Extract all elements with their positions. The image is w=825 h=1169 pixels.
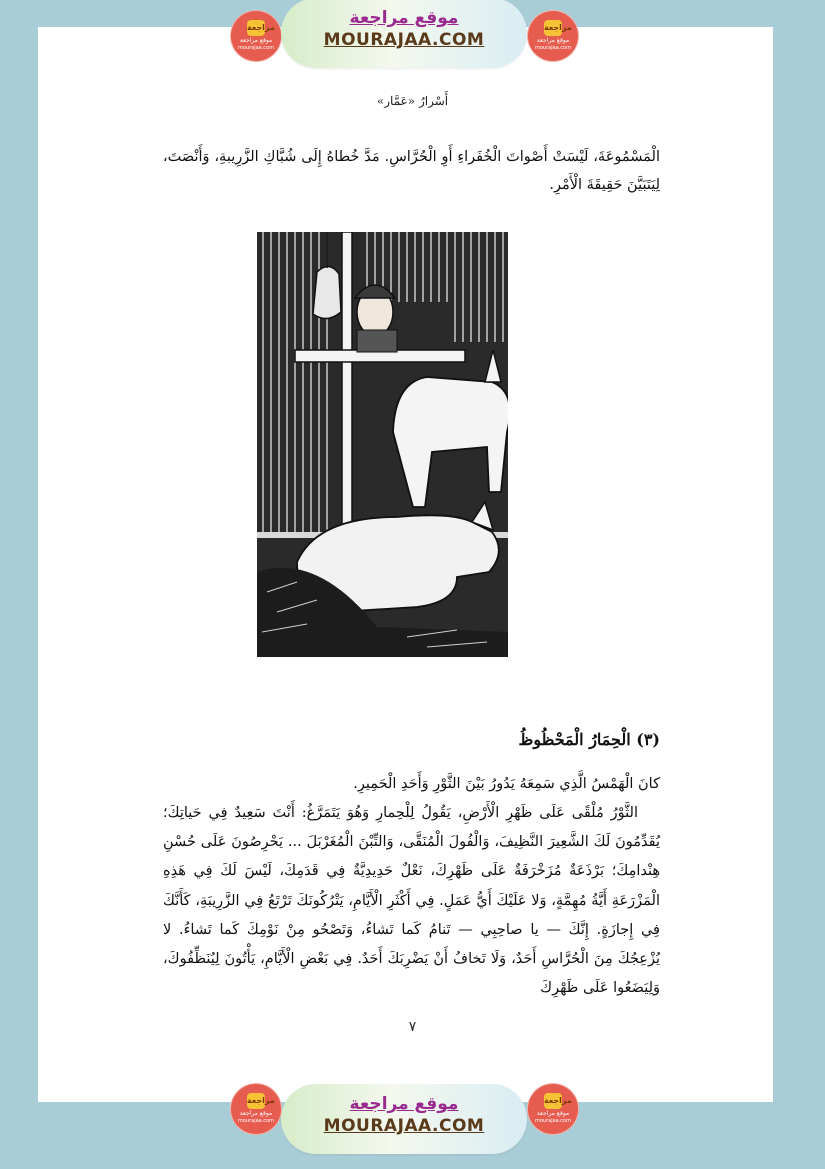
intro-paragraph: الْمَسْمُوعَةَ، لَيْسَتْ أَصْواتَ الْخُفَراءِ أَوِ الْحُرَّاسِ. مَدَّ خُطاهُ إِلَى شُبَّاكِ الزَّرِيبةِ، وَأَنْصَتَ، لِيَتَبَيَّنَ حَقِيقَةَ الْأَمْرِ.: [163, 149, 660, 193]
page-number: ٧: [408, 1019, 417, 1035]
logo-caption: موقع مراجعة: [536, 1110, 570, 1117]
logo-caption: موقع مراجعة: [239, 1110, 273, 1117]
logo-caption: موقع مراجعة: [536, 37, 570, 44]
site-logo-top-left[interactable]: [231, 11, 281, 61]
logo-badge: مراجعة: [544, 20, 562, 36]
site-logo-bottom-right[interactable]: [528, 1084, 578, 1134]
body-paragraph-2: الثَّوْرُ مُلْقًى عَلَى ظَهْرِ الْأَرْضِ، يَقُولُ لِلْحِمارِ وَهُوَ يَتَمَرَّغُ: أَنْتَ سَعِيدٌ فِي حَياتِكَ؛ يُقَدِّمُونَ لَكَ الشَّعِيرَ النَّظِيفَ، وَالْفُولَ الْمُنَقَّى، وَالتِّبْنَ الْمُغَرْبَلَ ... يَحْرِصُونَ عَلَى حُسْنِ هِنْدامِكَ؛ بَرْذَعَةٌ مُزَخْرَفَةٌ عَلَى ظَهْرِكَ، نَعْلٌ حَدِيدِيَّةٌ فِي قَدَمِكَ، لَيْسَ لَكَ فِي هَذِهِ الْمَزْرَعَةِ أَيَّةُ مُهِمَّةٍ، وَلا عَلَيْكَ أَيُّ عَمَلٍ. فِي أَكْثَرِ الْأَيَّامِ، يَتْرُكُونَكَ تَرْتَعُ فِي الزَّرِيبَةِ، كَأَنَّكَ فِي إِجازَةٍ. إِنَّكَ — يا صاحِبِي — تَنامُ كَما تَشاءُ، وَتَصْحُو مِنْ نَوْمِكَ كَما تَشاءُ. لا يُزْعِجُكَ مِنَ الْحُرَّاسِ أَحَدٌ، وَلَا تَخافُ أَنْ يَضْرِبَكَ أَحَدٌ. فِي بَعْضِ الْأَيَّامِ، يَأْتُونَ لِيُنَظِّفُوكَ، وَلِيَضَعُوا عَلَى ظَهْرِكَ: [163, 805, 660, 997]
banner-latin-link[interactable]: MOURAJAA.COM: [323, 1116, 485, 1136]
page-header: أَسْرارُ «عَمَّار»: [376, 94, 449, 108]
logo-badge: مراجعة: [544, 1093, 562, 1109]
section-title: (٣) الْحِمَارُ الْمَحْظُوظُ: [518, 730, 660, 749]
logo-badge: مراجعة: [247, 1093, 265, 1109]
site-logo-bottom-left[interactable]: [231, 1084, 281, 1134]
illustration-donkey-ox-stable: [257, 232, 508, 657]
body-paragraph-1: كانَ الْهَمْسُ الَّذِي سَمِعَهُ يَدُورُ بَيْنَ الثَّوْرِ وَأَحَدِ الْحَمِيرِ.: [353, 776, 660, 792]
banner-latin-link[interactable]: MOURAJAA.COM: [323, 30, 485, 50]
site-banner-top[interactable]: [281, 0, 527, 68]
logo-url: mourajaa.com: [534, 45, 571, 51]
logo-url: mourajaa.com: [237, 45, 274, 51]
logo-url: mourajaa.com: [237, 1118, 274, 1124]
banner-arabic-link[interactable]: موقع مراجعة: [349, 8, 459, 28]
logo-caption: موقع مراجعة: [239, 37, 273, 44]
logo-url: mourajaa.com: [534, 1118, 571, 1124]
logo-badge: مراجعة: [247, 20, 265, 36]
banner-arabic-link[interactable]: موقع مراجعة: [349, 1094, 459, 1114]
site-logo-top-right[interactable]: [528, 11, 578, 61]
site-banner-bottom[interactable]: [281, 1084, 527, 1154]
